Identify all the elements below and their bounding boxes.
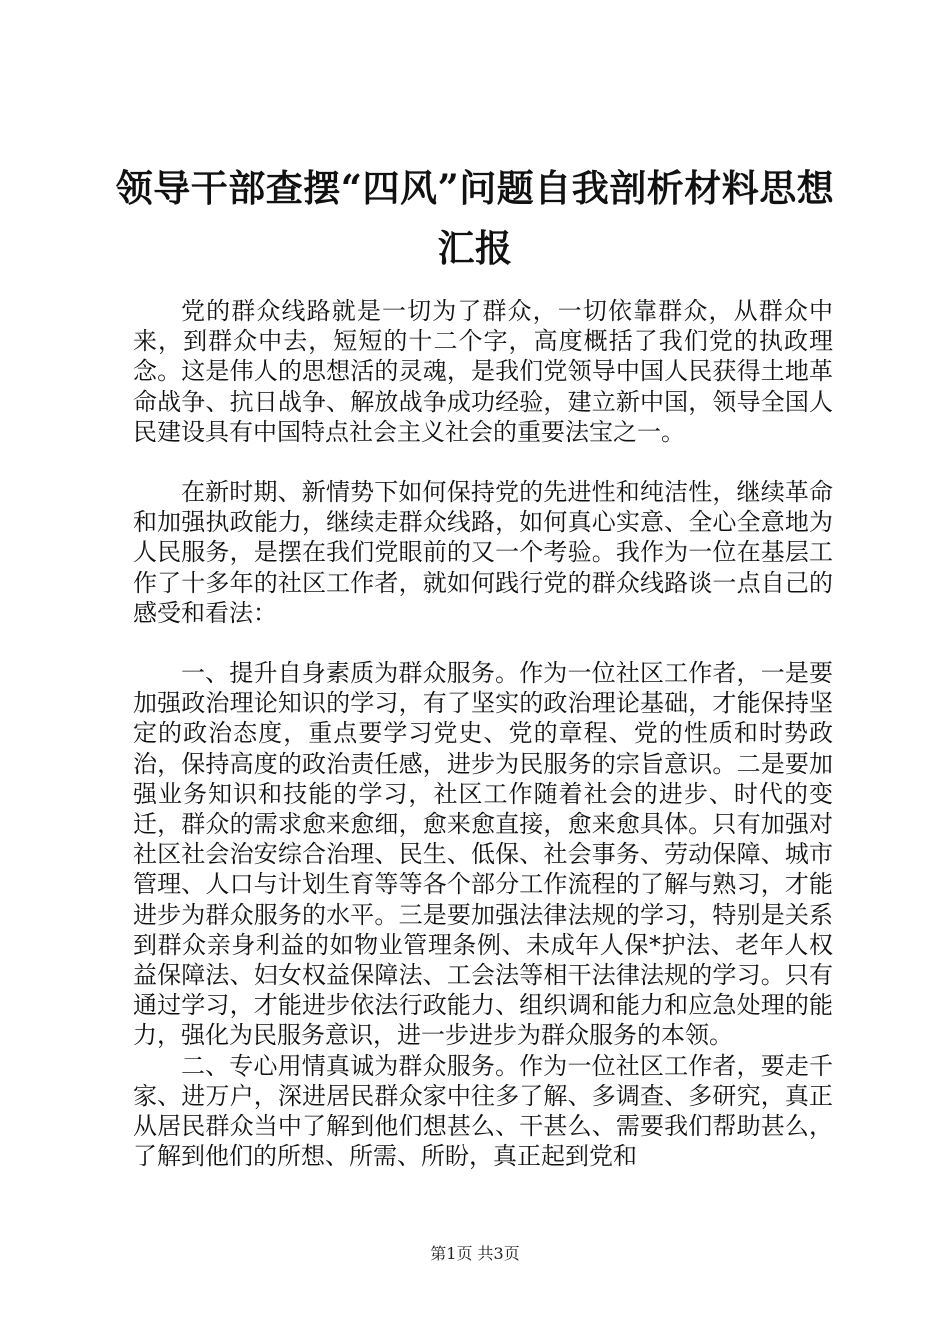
- page-footer: 第1页 共3页: [430, 1244, 520, 1263]
- paragraph-1: 党的群众线路就是一切为了群众，一切依靠群众，从群众中来，到群众中去，短短的十二个字，高度概括了我们党的执政理念。这是伟人的思想活的灵魂，是我们党领导中国人民获得土地革命战争、抗日战争、解放战争成功经验，建立新中国，领导全国人民建设具有中国特点社会主义社会的重要法宝之一。: [133, 297, 833, 446]
- paragraph-2: 在新时期、新情势下如何保持党的先进性和纯洁性，继续革命和加强执政能力，继续走群众线路，如何真心实意、全心全意地为人民服务，是摆在我们党眼前的又一个考验。我作为一位在基层工作了十多年的社区工作者，就如何践行党的群众线路谈一点自己的感受和看法：: [133, 478, 833, 627]
- document-title: 领导干部查摆“四风”问题自我剖析材料思想汇报: [115, 166, 835, 270]
- paragraph-3: 一、提升自身素质为群众服务。作为一位社区工作者，一是要加强政治理论知识的学习，有了坚实的政治理论基础，才能保持坚定的政治态度，重点要学习党史、党的章程、党的性质和时势政治，保持高度的政治责任感，进步为民服务的宗旨意识。二是要加强业务知识和技能的学习，社区工作随着社会的进步、时代的变迁，群众的需求愈来愈细，愈来愈直接，愈来愈具体。只有加强对社区社会治安综合治理、民生、低保、社会事务、劳动保障、城市管理、人口与计划生育等等各个部分工作流程的了解与熟习，才能进步为群众服务的水平。三是要加强法律法规的学习，特别是关系到群众亲身利益的如物业管理条例、未成年人保*护法、老年人权益保障法、妇女权益保障法、工会法等相干法律法规的学习。只有通过学习，才能进步依法行政能力、组织调和能力和应急处理的能力，强化为民服务意识，进一步进步为群众服务的本领。: [133, 659, 833, 1050]
- document-body: [133, 296, 833, 1171]
- paragraph-4: 二、专心用情真诚为群众服务。作为一位社区工作者，要走千家、进万户，深进居民群众家中往多了解、多调查、多研究，真正从居民群众当中了解到他们想甚么、干甚么、需要我们帮助甚么，了解到他们的所想、所需、所盼，真正起到党和: [133, 1051, 833, 1171]
